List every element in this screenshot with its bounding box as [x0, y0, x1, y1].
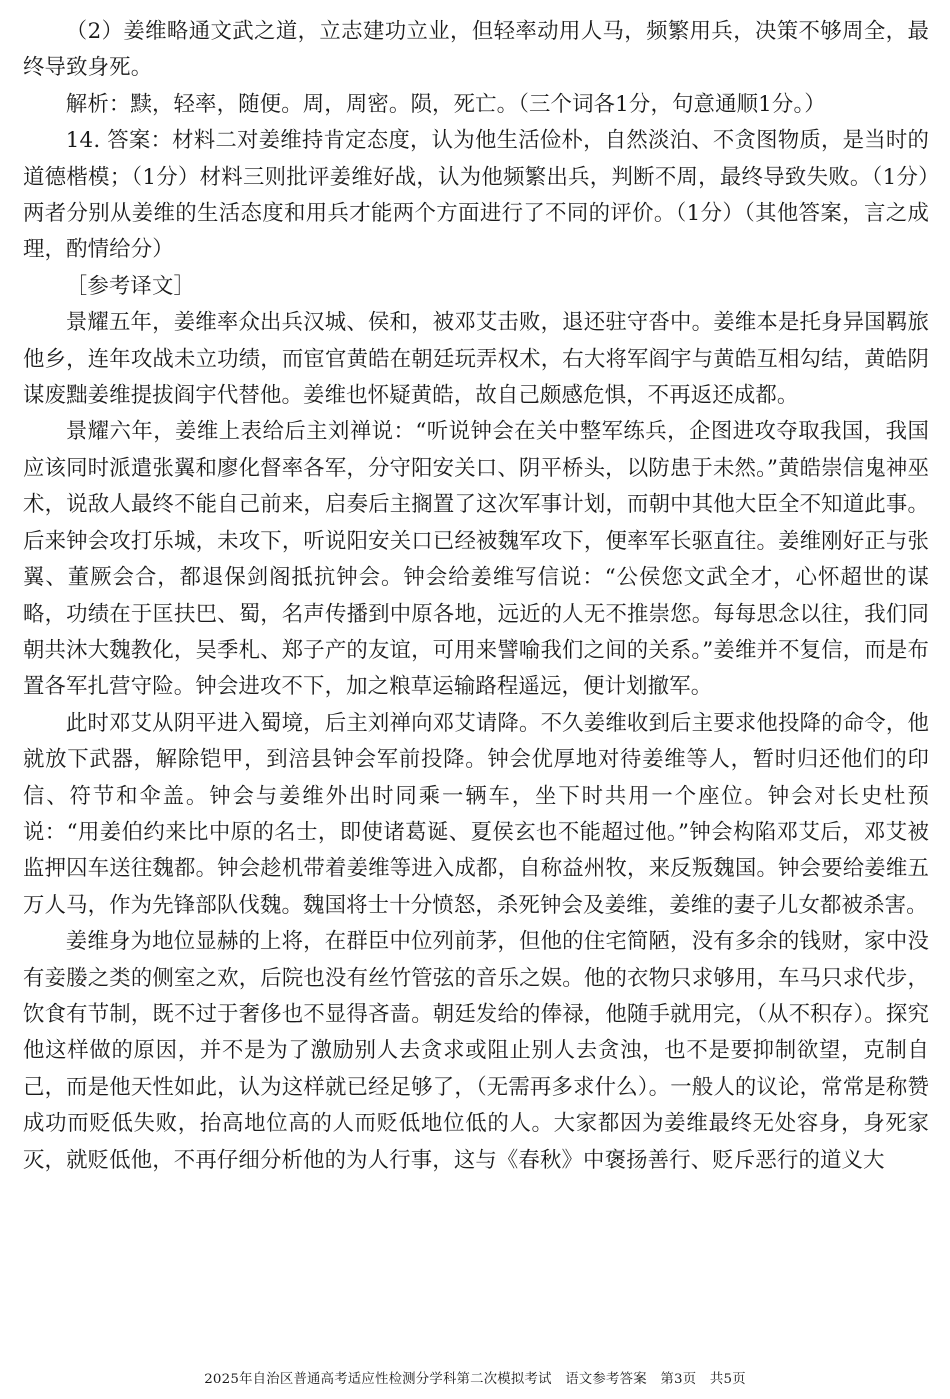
- answer-13-analysis: 解析：黩，轻率，随便。周，周密。陨，死亡。（三个词各1分，句意通顺1分。）: [65, 91, 826, 117]
- document-body: [23, 14, 929, 1179]
- answer-14: 14. 答案：材料二对姜维持肯定态度，认为他生活俭朴，自然淡泊、不贪图物质，是当时的道德楷模；（1分）材料三则批评姜维好战，认为他频繁出兵，判断不周，最终导致失败。（1分）两者分别从姜维的生活态度和用兵才能两个方面进行了不同的评价。（1分）（其他答案，言之成理，酌情给分）: [23, 128, 929, 263]
- answer-13-2: （2）姜维略通文武之道，立志建功立业，但轻率动用人马，频繁用兵，决策不够周全，最终导致身死。: [23, 19, 929, 81]
- translation-paragraph-4: 姜维身为地位显赫的上将，在群臣中位列前茅，但他的住宅简陋，没有多余的钱财，家中没有妾媵之类的侧室之欢，后院也没有丝竹管弦的音乐之娱。他的衣物只求够用，车马只求代步，饮食有节制，既不过于奢侈也不显得吝啬。朝廷发给的俸禄，他随手就用完，（从不积存）。探究他这样做的原因，并不是为了激励别人去贪求或阻止别人去贪浊，也不是要抑制欲望，克制自己，而是他天性如此，认为这样就已经足够了，（无需再多求什么）。一般人的议论，常常是称赞成功而贬低失败，抬高地位高的人而贬低地位低的人。大家都因为姜维最终无处容身，身死家灭，就贬低他，不再仔细分析他的为人行事，这与《春秋》中褒扬善行、贬斥恶行的道义大: [23, 929, 929, 1173]
- translation-paragraph-1: 景耀五年，姜维率众出兵汉城、侯和，被邓艾击败，退还驻守沓中。姜维本是托身异国羁旅他乡，连年攻战未立功绩，而宦官黄皓在朝廷玩弄权术，右大将军阎宇与黄皓互相勾结，黄皓阴谋废黜姜维提拔阎宇代替他。姜维也怀疑黄皓，故自己颇感危惧，不再返还成都。: [23, 310, 929, 409]
- translation-heading: ［参考译文］: [65, 273, 196, 299]
- page-footer: 2025年自治区普通高考适应性检测分学科第二次模拟考试 语文参考答案 第3页 共5页: [204, 1372, 746, 1387]
- translation-paragraph-2: 景耀六年，姜维上表给后主刘禅说：“听说钟会在关中整军练兵，企图进攻夺取我国，我国应该同时派遣张翼和廖化督率各军，分守阳安关口、阴平桥头，以防患于未然。”黄皓崇信鬼神巫术，说敌人最终不能自己前来，启奏后主搁置了这次军事计划，而朝中其他大臣全不知道此事。后来钟会攻打乐城，未攻下，听说阳安关口已经被魏军攻下，便率军长驱直往。姜维刚好正与张翼、董厥会合，都退保剑阁抵抗钟会。钟会给姜维写信说：“公侯您文武全才，心怀超世的谋略，功绩在于匡扶巴、蜀，名声传播到中原各地，远近的人无不推崇您。每每思念以往，我们同朝共沐大魏教化，吴季札、郑子产的友谊，可用来譬喻我们之间的关系。”姜维并不复信，而是布置各军扎营守险。钟会进攻不下，加之粮草运输路程遥远，便计划撤军。: [23, 419, 929, 700]
- translation-paragraph-3: 此时邓艾从阴平进入蜀境，后主刘禅向邓艾请降。不久姜维收到后主要求他投降的命令，他就放下武器，解除铠甲，到涪县钟会军前投降。钟会优厚地对待姜维等人，暂时归还他们的印信、符节和伞盖。钟会与姜维外出时同乘一辆车，坐下时共用一个座位。钟会对长史杜预说：“用姜伯约来比中原的名士，即使诸葛诞、夏侯玄也不能超过他。”钟会构陷邓艾后，邓艾被监押囚车送往魏都。钟会趁机带着姜维等进入成都，自称益州牧，来反叛魏国。钟会要给姜维五万人马，作为先锋部队伐魏。魏国将士十分愤怒，杀死钟会及姜维，姜维的妻子儿女都被杀害。: [23, 710, 929, 918]
